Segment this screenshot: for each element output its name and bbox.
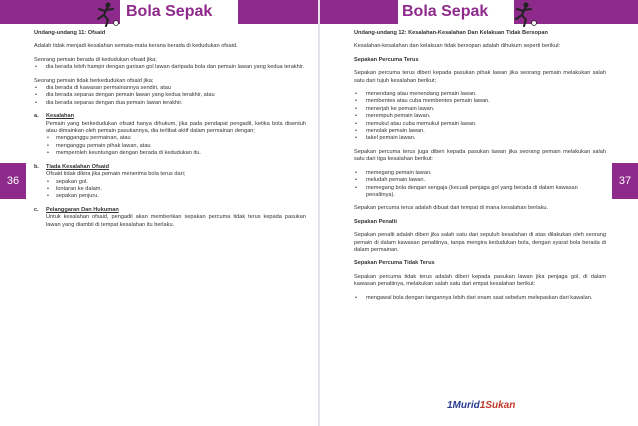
paragraph: Sepakan percuma tidak terus adalah diberi kepada pasukan lawan jika penjaga gol, di dalam kawasan penaltinya, melakukan salah satu dari empat kesalahan berikut: bbox=[354, 273, 606, 288]
page-number: 36 bbox=[0, 163, 26, 199]
paragraph: Sepakan percuma terus juga diberi kepada pasukan lawan jika seorang pemain melakukan salah satu dari tiga kesalahan berikut: bbox=[354, 148, 606, 163]
intro-text: Adalah tidak menjadi kesalahan semata-mata kerana berada di kedudukan ofsaid. bbox=[34, 43, 238, 50]
logo-part: 1Sukan bbox=[479, 400, 516, 411]
law-heading: Undang-undang 11: Ofsaid bbox=[34, 30, 106, 36]
subheading: Sepakan Percuma Terus bbox=[354, 56, 419, 63]
section-title: Pelanggaran Dan Hukuman bbox=[46, 206, 119, 213]
list-item: • lontaran ke dalam. bbox=[46, 186, 306, 193]
list-item: • menerjah ke pemain lawan. bbox=[354, 106, 606, 113]
program-logo bbox=[447, 400, 515, 411]
list-item: • mengawal bola dengan tangannya lebih dari enam saat sebelum melepaskan dari kawalan. bbox=[354, 295, 606, 302]
paragraph: Sepakan penalti adalah diberi jika salah satu dari sepuluh kesalahan di atas dilakukan oleh seorang pemain di dalam kawasan penaltinya, tanpa mengira kedudukan bola, dengan syarat bola berada di dalam permainan. bbox=[354, 232, 606, 253]
list-item: • takel pemain lawan. bbox=[354, 135, 606, 142]
left-page bbox=[0, 0, 318, 426]
paragraph: Sepakan percuma terus adalah dibuat dari tempat di mana kesalahan berlaku. bbox=[354, 205, 549, 212]
list-item: • dia berada separas dengan pemain lawan yang kedua terakhir, atau bbox=[34, 92, 306, 99]
paragraph: Sepakan percuma terus diberi kepada pasukan pihak lawan jika seorang pemain melakukan salah satu dari tujuh kesalahan berikut; bbox=[354, 70, 606, 84]
right-page bbox=[320, 0, 638, 426]
subheading: Sepakan Penalti bbox=[354, 218, 397, 225]
list-item: • memegang pemain lawan. bbox=[354, 170, 606, 177]
list-item: • dia berada lebih hampir dengan garisan gol lawan daripada bola dan pemain lawan yang kedua terakhir. bbox=[34, 64, 306, 71]
list-item: • dia berada di kawasan permainannya sendiri, atau bbox=[34, 85, 306, 92]
section-label: a. bbox=[34, 113, 39, 120]
list-item: • memperoleh keuntungan dengan berada di kedudukan itu. bbox=[46, 150, 306, 157]
subheading: Sepakan Percuma Tidak Terus bbox=[354, 260, 435, 267]
page-number: 37 bbox=[612, 163, 638, 199]
list-item: • menendang atau menendang pemain lawan. bbox=[354, 91, 606, 98]
section-title: Tiada Kesalahan Ofsaid bbox=[46, 163, 110, 170]
list-item: • sepakan penjuru. bbox=[46, 193, 306, 200]
list-item: • membentes atau cuba membentes pemain lawan. bbox=[354, 98, 606, 105]
list-item: • memegang bola dengan sengaja (kecuali penjaga gol yang berada di dalam kawasan penaltinya). bbox=[354, 185, 606, 200]
law-heading: Undang-undang 12: Kesalahan-Kesalahan Dan Kelakuan Tidak Bersopan bbox=[354, 30, 548, 36]
list-item: • sepakan gol. bbox=[46, 179, 306, 186]
section-text: Ofsaid tidak dikira jika pemain menerima bola terus dari; bbox=[46, 171, 186, 178]
page-header-title: Bola Sepak bbox=[126, 3, 213, 20]
list-item: • merempuh pemain lawan. bbox=[354, 113, 606, 120]
section-title: Kesalahan bbox=[46, 113, 74, 120]
football-player-icon bbox=[510, 1, 538, 27]
intro-text: Kesalahan-kesalahan dan kelakuan tidak bersopan adalah dihukum seperti berikut: bbox=[354, 43, 561, 50]
section-text: Pemain yang berkedudukan ofsaid hanya dihukum, jika pada pendapat pengadil, ketika bola disentuh atau dimainkan oleh pemain pasukannya, dia terlibat aktif dalam permainan dengan; bbox=[46, 120, 306, 135]
list-item: • menolak pemain lawan. bbox=[354, 128, 606, 135]
paragraph-lead: Seorang pemain tidak berkedudukan ofsaid jika; bbox=[34, 77, 154, 84]
logo-part: 1Murid bbox=[447, 400, 480, 411]
section-label: b. bbox=[34, 163, 39, 170]
football-player-icon bbox=[92, 1, 120, 27]
list-item: • mengganggu permainan, atau bbox=[46, 135, 306, 142]
right-content bbox=[354, 30, 606, 302]
section-b bbox=[34, 164, 306, 201]
section-a bbox=[34, 113, 306, 157]
section-label: c. bbox=[34, 206, 39, 213]
list-item: • menganggu pemain pihak lawan, atau bbox=[46, 143, 306, 150]
list-item: • dia berada separas dengan dua pemain lawan terakhir. bbox=[34, 100, 306, 107]
paragraph-lead: Seorang pemain berada di kedudukan ofsaid jika; bbox=[34, 56, 157, 63]
list-item: • memukul atau cuba memukul pemain lawan. bbox=[354, 121, 606, 128]
list-item: • meludah pemain lawan. bbox=[354, 177, 606, 184]
section-c bbox=[34, 207, 306, 229]
left-content bbox=[34, 30, 306, 229]
page-header-title: Bola Sepak bbox=[402, 3, 489, 20]
section-text: Untuk kesalahan ofsaid, pengadil akan memberikan sepakan percuma tidak terus kepada pasukan lawan yang diambil di tempat kesalahan itu berlaku. bbox=[46, 214, 306, 228]
